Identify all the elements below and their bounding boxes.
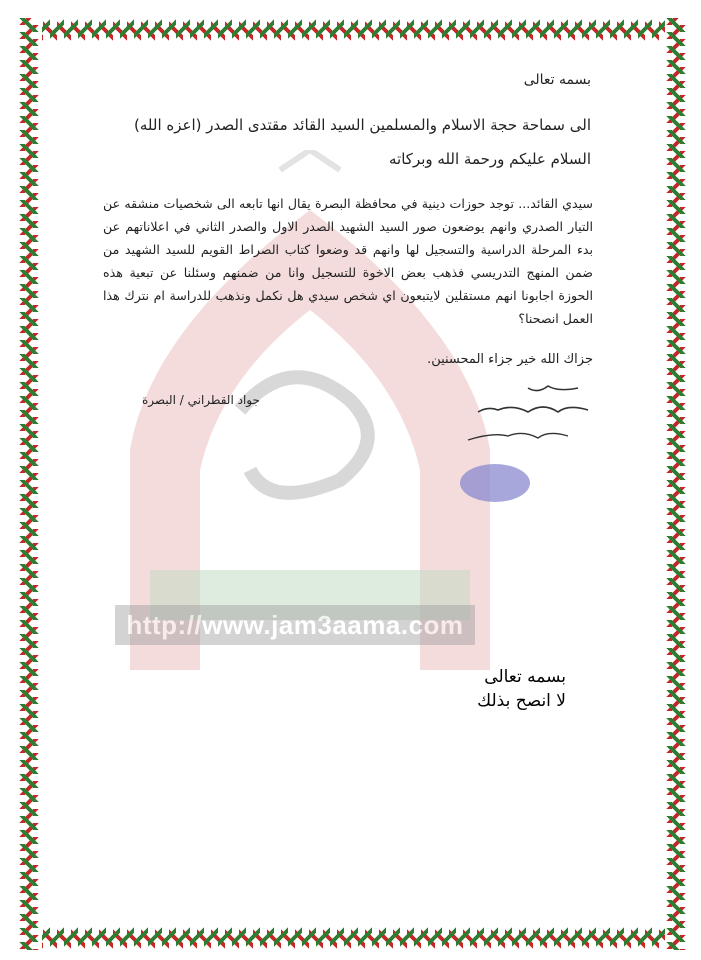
addressee-line: الى سماحة حجة الاسلام والمسلمين السيد القائد مقتدى الصدر (اعزه الله)	[134, 116, 591, 134]
sender-name: جواد القطراني / البصرة	[142, 393, 260, 407]
reply-answer: لا انصح بذلك	[477, 691, 566, 711]
basmala-heading: بسمه تعالى	[523, 72, 591, 88]
watermark-url: http://www.jam3aama.com	[115, 605, 475, 645]
decorative-border-left	[18, 18, 42, 950]
handwritten-signature	[448, 378, 598, 458]
decorative-border-top	[22, 18, 679, 42]
reply-basmala: بسمه تعالى	[484, 667, 566, 687]
closing-line: جزاك الله خير جزاء المحسنين.	[427, 352, 593, 367]
official-stamp	[460, 464, 530, 502]
handwritten-reply	[477, 665, 566, 713]
decorative-border-right	[665, 18, 689, 950]
letter-body: سيدي القائد... توجد حوزات دينية في محافظة البصرة يقال انها تابعه الى شخصيات منشقه عن التيار الصدري وانهم يوضعون صور السيد الشهيد الصدر الاول والصدر الثاني في اعلاناتهم عن بدء المرحلة الدراسية والتسجيل لها وانهم قد وضعوا كتاب الصراط القويم للسيد الشهيد من ضمن المنهج التدريسي فذهب بعض الاخوة للتسجيل وانا من ضمنهم وسئلنا عن تبعية هذه الحوزة اجابونا انهم مستقلين لايتبعون اي شخص سيدي هل نكمل ونذهب للدراسة ام نترك هذا العمل انصحنا؟	[103, 196, 593, 326]
decorative-border-bottom	[22, 926, 679, 950]
greeting-line: السلام عليكم ورحمة الله وبركاته	[389, 150, 591, 168]
